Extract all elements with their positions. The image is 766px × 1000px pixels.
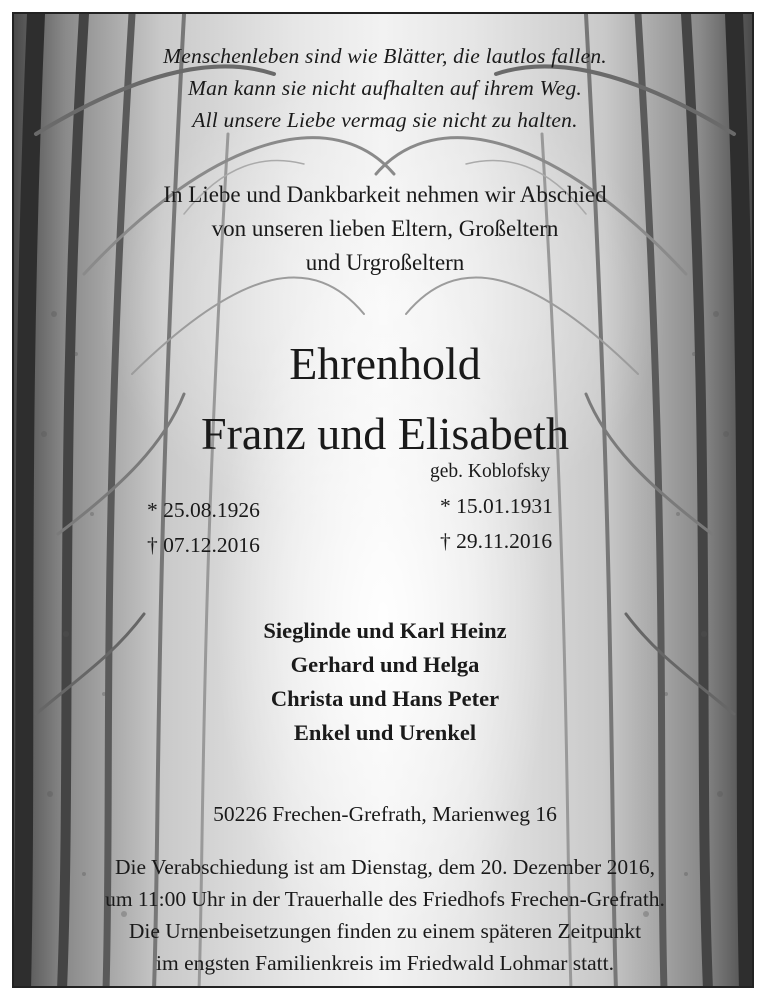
intro-line-2: von unseren lieben Eltern, Großeltern bbox=[211, 216, 559, 241]
address: 50226 Frechen-Grefrath, Marienweg 16 bbox=[213, 802, 557, 826]
intro-line-1: In Liebe und Dankbarkeit nehmen wir Abschied bbox=[163, 182, 607, 207]
poem-line-3: All unsere Liebe vermag sie nicht zu halten. bbox=[192, 108, 578, 132]
poem-line-2: Man kann sie nicht aufhalten auf ihrem Weg. bbox=[188, 76, 582, 100]
first-names: Franz und Elisabeth bbox=[201, 408, 569, 459]
elisabeth-death-date: † 29.11.2016 bbox=[440, 529, 553, 553]
franz-death-date: † 07.12.2016 bbox=[147, 533, 260, 557]
family-line-4: Enkel und Urenkel bbox=[293, 720, 477, 745]
family-line-1: Sieglinde und Karl Heinz bbox=[263, 618, 507, 643]
poem-line-1: Menschenleben sind wie Blätter, die lautlos fallen. bbox=[163, 44, 607, 68]
franz-birth-date: * 25.08.1926 bbox=[147, 498, 260, 522]
obituary-card bbox=[12, 12, 754, 988]
family-line-2: Gerhard und Helga bbox=[290, 652, 480, 677]
notice-line-2: um 11:00 Uhr in der Trauerhalle des Friedhofs Frechen-Grefrath. bbox=[105, 887, 665, 911]
notice-line-3: Die Urnenbeisetzungen finden zu einem späteren Zeitpunkt bbox=[128, 919, 642, 943]
family-line-3: Christa und Hans Peter bbox=[270, 686, 500, 711]
notice-line-1: Die Verabschiedung ist am Dienstag, dem 20. Dezember 2016, bbox=[115, 855, 655, 879]
notice-line-4: im engsten Familienkreis im Friedwald Lohmar statt. bbox=[156, 951, 614, 975]
intro-line-3: und Urgroßeltern bbox=[305, 250, 465, 275]
surname: Ehrenhold bbox=[289, 338, 481, 389]
maiden-name: geb. Koblofsky bbox=[430, 461, 551, 482]
elisabeth-birth-date: * 15.01.1931 bbox=[440, 494, 553, 518]
obituary-text bbox=[14, 14, 754, 988]
